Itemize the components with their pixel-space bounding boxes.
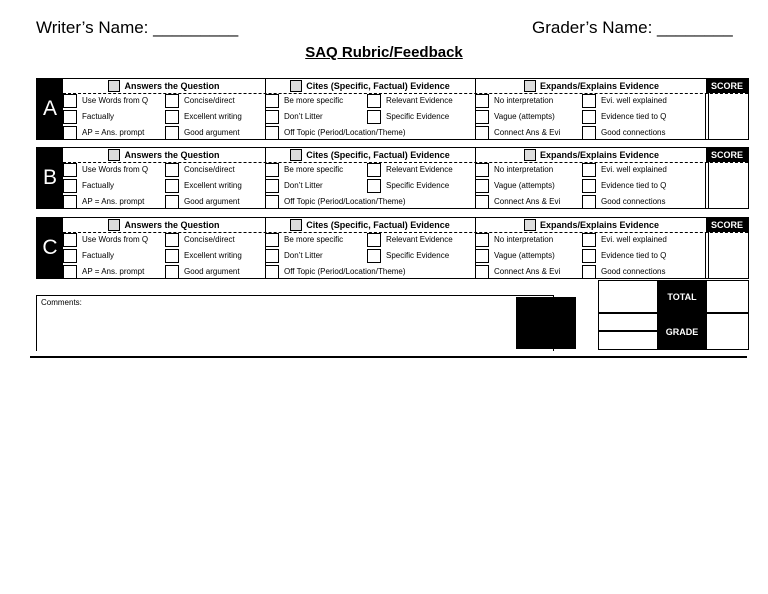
section-c: [36, 217, 749, 279]
criteria-checkbox[interactable]: [582, 179, 596, 193]
criteria-checkbox[interactable]: [582, 110, 596, 124]
criteria-checkbox[interactable]: [165, 265, 179, 279]
grade-label: GRADE: [658, 313, 706, 350]
criteria-checkbox[interactable]: [63, 163, 77, 177]
black-block: [516, 297, 576, 349]
section-a: [36, 78, 749, 140]
criteria-label: Concise/direct: [184, 165, 235, 174]
criteria-label: Use Words from Q: [82, 165, 149, 174]
criteria-checkbox[interactable]: [367, 249, 381, 263]
criteria-label: No interpretation: [494, 235, 554, 244]
criteria-checkbox[interactable]: [475, 163, 489, 177]
criteria-label: Excellent writing: [184, 181, 242, 190]
criteria-checkbox[interactable]: [265, 110, 279, 124]
column-header-label: Expands/Explains Evidence: [539, 150, 660, 160]
criteria-label: Off Topic (Period/Location/Theme): [284, 267, 406, 276]
criteria-label: Vague (attempts): [494, 251, 555, 260]
score-box[interactable]: [705, 162, 748, 208]
criteria-label: Don’t Litter: [284, 112, 323, 121]
header-checkbox[interactable]: [290, 219, 302, 231]
criteria-label: AP = Ans. prompt: [82, 197, 145, 206]
page-title: SAQ Rubric/Feedback: [305, 44, 463, 61]
criteria-checkbox[interactable]: [475, 249, 489, 263]
criteria-checkbox[interactable]: [582, 249, 596, 263]
criteria-label: AP = Ans. prompt: [82, 267, 145, 276]
criteria-checkbox[interactable]: [265, 163, 279, 177]
criteria-checkbox[interactable]: [63, 265, 77, 279]
criteria-checkbox[interactable]: [165, 179, 179, 193]
criteria-label: Evi. well explained: [601, 235, 667, 244]
criteria-label: Good connections: [601, 197, 666, 206]
criteria-label: Evi. well explained: [601, 165, 667, 174]
criteria-checkbox[interactable]: [475, 94, 489, 108]
criteria-checkbox[interactable]: [582, 233, 596, 247]
criteria-checkbox[interactable]: [367, 94, 381, 108]
bottom-divider: [30, 356, 747, 358]
score-label: SCORE: [706, 218, 748, 232]
criteria-checkbox[interactable]: [475, 179, 489, 193]
criteria-checkbox[interactable]: [367, 233, 381, 247]
criteria-label: Off Topic (Period/Location/Theme): [284, 197, 406, 206]
criteria-label: Relevant Evidence: [386, 235, 453, 244]
grade-left-cell-top: [598, 313, 658, 331]
total-left-cell: [598, 280, 658, 313]
criteria-checkbox[interactable]: [475, 126, 489, 140]
criteria-checkbox[interactable]: [582, 163, 596, 177]
column-divider: [708, 79, 709, 139]
criteria-checkbox[interactable]: [582, 94, 596, 108]
criteria-checkbox[interactable]: [165, 233, 179, 247]
criteria-label: Evidence tied to Q: [601, 181, 667, 190]
criteria-checkbox[interactable]: [165, 94, 179, 108]
column-header: [63, 148, 265, 162]
column-header: [265, 148, 475, 162]
criteria-checkbox[interactable]: [265, 249, 279, 263]
criteria-label: Good argument: [184, 197, 240, 206]
criteria-label: Connect Ans & Evi: [494, 128, 561, 137]
criteria-checkbox[interactable]: [63, 179, 77, 193]
header-checkbox[interactable]: [524, 80, 536, 92]
criteria-checkbox[interactable]: [165, 195, 179, 209]
criteria-checkbox[interactable]: [475, 110, 489, 124]
criteria-label: Connect Ans & Evi: [494, 197, 561, 206]
section-letter: C: [37, 218, 63, 278]
criteria-checkbox[interactable]: [582, 265, 596, 279]
criteria-checkbox[interactable]: [265, 233, 279, 247]
criteria-checkbox[interactable]: [63, 233, 77, 247]
header-checkbox[interactable]: [290, 149, 302, 161]
score-label: SCORE: [706, 79, 748, 93]
score-box[interactable]: [705, 232, 748, 278]
criteria-checkbox[interactable]: [367, 163, 381, 177]
criteria-checkbox[interactable]: [63, 195, 77, 209]
comments-label: Comments:: [41, 298, 82, 307]
criteria-label: Use Words from Q: [82, 96, 149, 105]
column-divider: [708, 218, 709, 278]
criteria-checkbox[interactable]: [265, 265, 279, 279]
header-checkbox[interactable]: [524, 219, 536, 231]
criteria-checkbox[interactable]: [475, 233, 489, 247]
column-header: [63, 79, 265, 93]
criteria-label: Excellent writing: [184, 112, 242, 121]
criteria-label: Be more specific: [284, 96, 344, 105]
criteria-checkbox[interactable]: [475, 195, 489, 209]
criteria-label: Use Words from Q: [82, 235, 149, 244]
total-value-box[interactable]: [706, 280, 749, 313]
criteria-label: Good argument: [184, 267, 240, 276]
column-header-label: Cites (Specific, Factual) Evidence: [306, 220, 450, 230]
criteria-label: Connect Ans & Evi: [494, 267, 561, 276]
section-b: [36, 147, 749, 209]
criteria-checkbox[interactable]: [582, 195, 596, 209]
criteria-label: Off Topic (Period/Location/Theme): [284, 128, 406, 137]
criteria-label: Specific Evidence: [386, 112, 450, 121]
criteria-label: Relevant Evidence: [386, 96, 453, 105]
criteria-checkbox[interactable]: [165, 126, 179, 140]
criteria-label: Factually: [82, 251, 115, 260]
criteria-label: Good connections: [601, 128, 666, 137]
column-header: [265, 218, 475, 232]
comments-box[interactable]: [36, 295, 554, 351]
criteria-checkbox[interactable]: [475, 265, 489, 279]
criteria-label: No interpretation: [494, 96, 554, 105]
column-header: [475, 148, 708, 162]
criteria-checkbox[interactable]: [265, 94, 279, 108]
column-header: [63, 218, 265, 232]
criteria-checkbox[interactable]: [367, 110, 381, 124]
graders-name-field[interactable]: Grader’s Name: ________: [532, 18, 733, 37]
column-header-label: Answers the Question: [124, 150, 220, 160]
criteria-checkbox[interactable]: [367, 179, 381, 193]
criteria-checkbox[interactable]: [165, 163, 179, 177]
criteria-label: Be more specific: [284, 165, 344, 174]
criteria-checkbox[interactable]: [265, 126, 279, 140]
criteria-label: Concise/direct: [184, 96, 235, 105]
criteria-checkbox[interactable]: [165, 249, 179, 263]
grade-value-box[interactable]: [706, 313, 749, 350]
criteria-label: Be more specific: [284, 235, 344, 244]
criteria-label: AP = Ans. prompt: [82, 128, 145, 137]
criteria-checkbox[interactable]: [165, 110, 179, 124]
totals-panel: [598, 280, 749, 350]
section-letter: A: [37, 79, 63, 139]
header-checkbox[interactable]: [108, 219, 120, 231]
column-header-label: Answers the Question: [124, 220, 220, 230]
criteria-label: Factually: [82, 112, 115, 121]
criteria-label: Concise/direct: [184, 235, 235, 244]
criteria-checkbox[interactable]: [582, 126, 596, 140]
criteria-label: Factually: [82, 181, 115, 190]
header-checkbox[interactable]: [108, 80, 120, 92]
score-box[interactable]: [705, 93, 748, 139]
criteria-label: Specific Evidence: [386, 181, 450, 190]
column-header-label: Answers the Question: [124, 81, 220, 91]
column-header-label: Expands/Explains Evidence: [539, 220, 660, 230]
total-label: TOTAL: [658, 280, 706, 313]
criteria-checkbox[interactable]: [63, 249, 77, 263]
criteria-label: Specific Evidence: [386, 251, 450, 260]
criteria-label: Don’t Litter: [284, 251, 323, 260]
criteria-label: Good connections: [601, 267, 666, 276]
column-header-label: Expands/Explains Evidence: [539, 81, 660, 91]
column-header: [475, 79, 708, 93]
criteria-label: Vague (attempts): [494, 181, 555, 190]
column-header-label: Cites (Specific, Factual) Evidence: [306, 150, 450, 160]
column-divider: [708, 148, 709, 208]
criteria-label: Evi. well explained: [601, 96, 667, 105]
criteria-checkbox[interactable]: [265, 179, 279, 193]
criteria-label: Excellent writing: [184, 251, 242, 260]
criteria-label: Vague (attempts): [494, 112, 555, 121]
criteria-checkbox[interactable]: [63, 110, 77, 124]
grade-left-cell-bottom: [598, 331, 658, 350]
criteria-label: Evidence tied to Q: [601, 251, 667, 260]
header-checkbox[interactable]: [108, 149, 120, 161]
header-checkbox[interactable]: [290, 80, 302, 92]
column-header-label: Cites (Specific, Factual) Evidence: [306, 81, 450, 91]
criteria-label: Relevant Evidence: [386, 165, 453, 174]
criteria-checkbox[interactable]: [63, 126, 77, 140]
criteria-label: Don’t Litter: [284, 181, 323, 190]
criteria-label: Evidence tied to Q: [601, 112, 667, 121]
column-header: [265, 79, 475, 93]
criteria-checkbox[interactable]: [63, 94, 77, 108]
section-letter: B: [37, 148, 63, 208]
writers-name-field[interactable]: Writer’s Name: _________: [36, 18, 239, 37]
score-label: SCORE: [706, 148, 748, 162]
criteria-checkbox[interactable]: [265, 195, 279, 209]
criteria-label: No interpretation: [494, 165, 554, 174]
column-header: [475, 218, 708, 232]
header-checkbox[interactable]: [524, 149, 536, 161]
criteria-label: Good argument: [184, 128, 240, 137]
